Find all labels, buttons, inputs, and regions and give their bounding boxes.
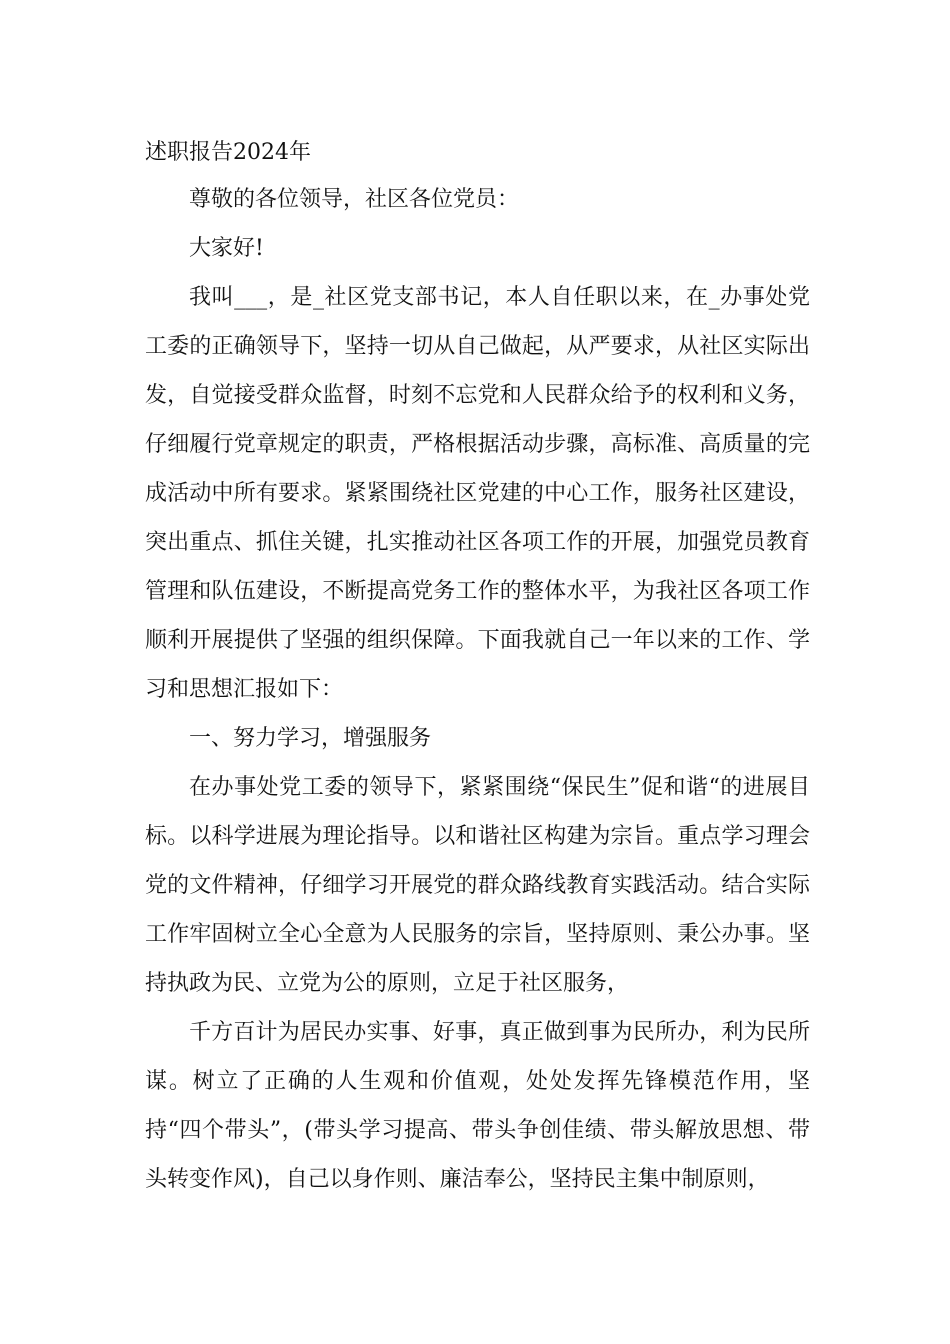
salutation-paragraph: 尊敬的各位领导，社区各位党员： bbox=[189, 187, 520, 212]
document-title: 述职报告2024年 bbox=[145, 140, 311, 165]
study-paragraph: 在办事处党工委的领导下，紧紧围绕“保民生”促和谐“的进展目标。以科学进展为理论指导。以和谐社区构建为宗旨。重点学习理会党的文件精神，仔细学习开展党的群众路线教育实践活动。结合实际工作牢固树立全心全意为人民服务的宗旨，坚持原则、秉公办事。坚持执政为民、立党为公的原则，立足于社区服务， bbox=[145, 775, 810, 996]
document-body bbox=[145, 130, 810, 1204]
intro-paragraph: 我叫___，是_社区党支部书记，本人自任职以来，在_办事处党工委的正确领导下，坚持一切从自己做起，从严要求，从社区实际出发，自觉接受群众监督，时刻不忘党和人民群众给予的权利和义务，仔细履行党章规定的职责，严格根据活动步骤，高标准、高质量的完成活动中所有要求。紧紧围绕社区党建的中心工作，服务社区建设，突出重点、抓住关键，扎实推动社区各项工作的开展，加强党员教育管理和队伍建设，不断提高党务工作的整体水平，为我社区各项工作顺利开展提供了坚强的组织保障。下面我就自己一年以来的工作、学习和思想汇报如下： bbox=[145, 285, 810, 702]
greeting-paragraph: 大家好! bbox=[189, 236, 264, 261]
section-heading: 一、努力学习，增强服务 bbox=[189, 726, 432, 751]
service-paragraph: 千方百计为居民办实事、好事，真正做到事为民所办，利为民所谋。树立了正确的人生观和价值观，处处发挥先锋模范作用，坚持“四个带头”，(带头学习提高、带头争创佳绩、带头解放思想、带头转变作风)，自己以身作则、廉洁奉公，坚持民主集中制原则， bbox=[145, 1020, 810, 1192]
